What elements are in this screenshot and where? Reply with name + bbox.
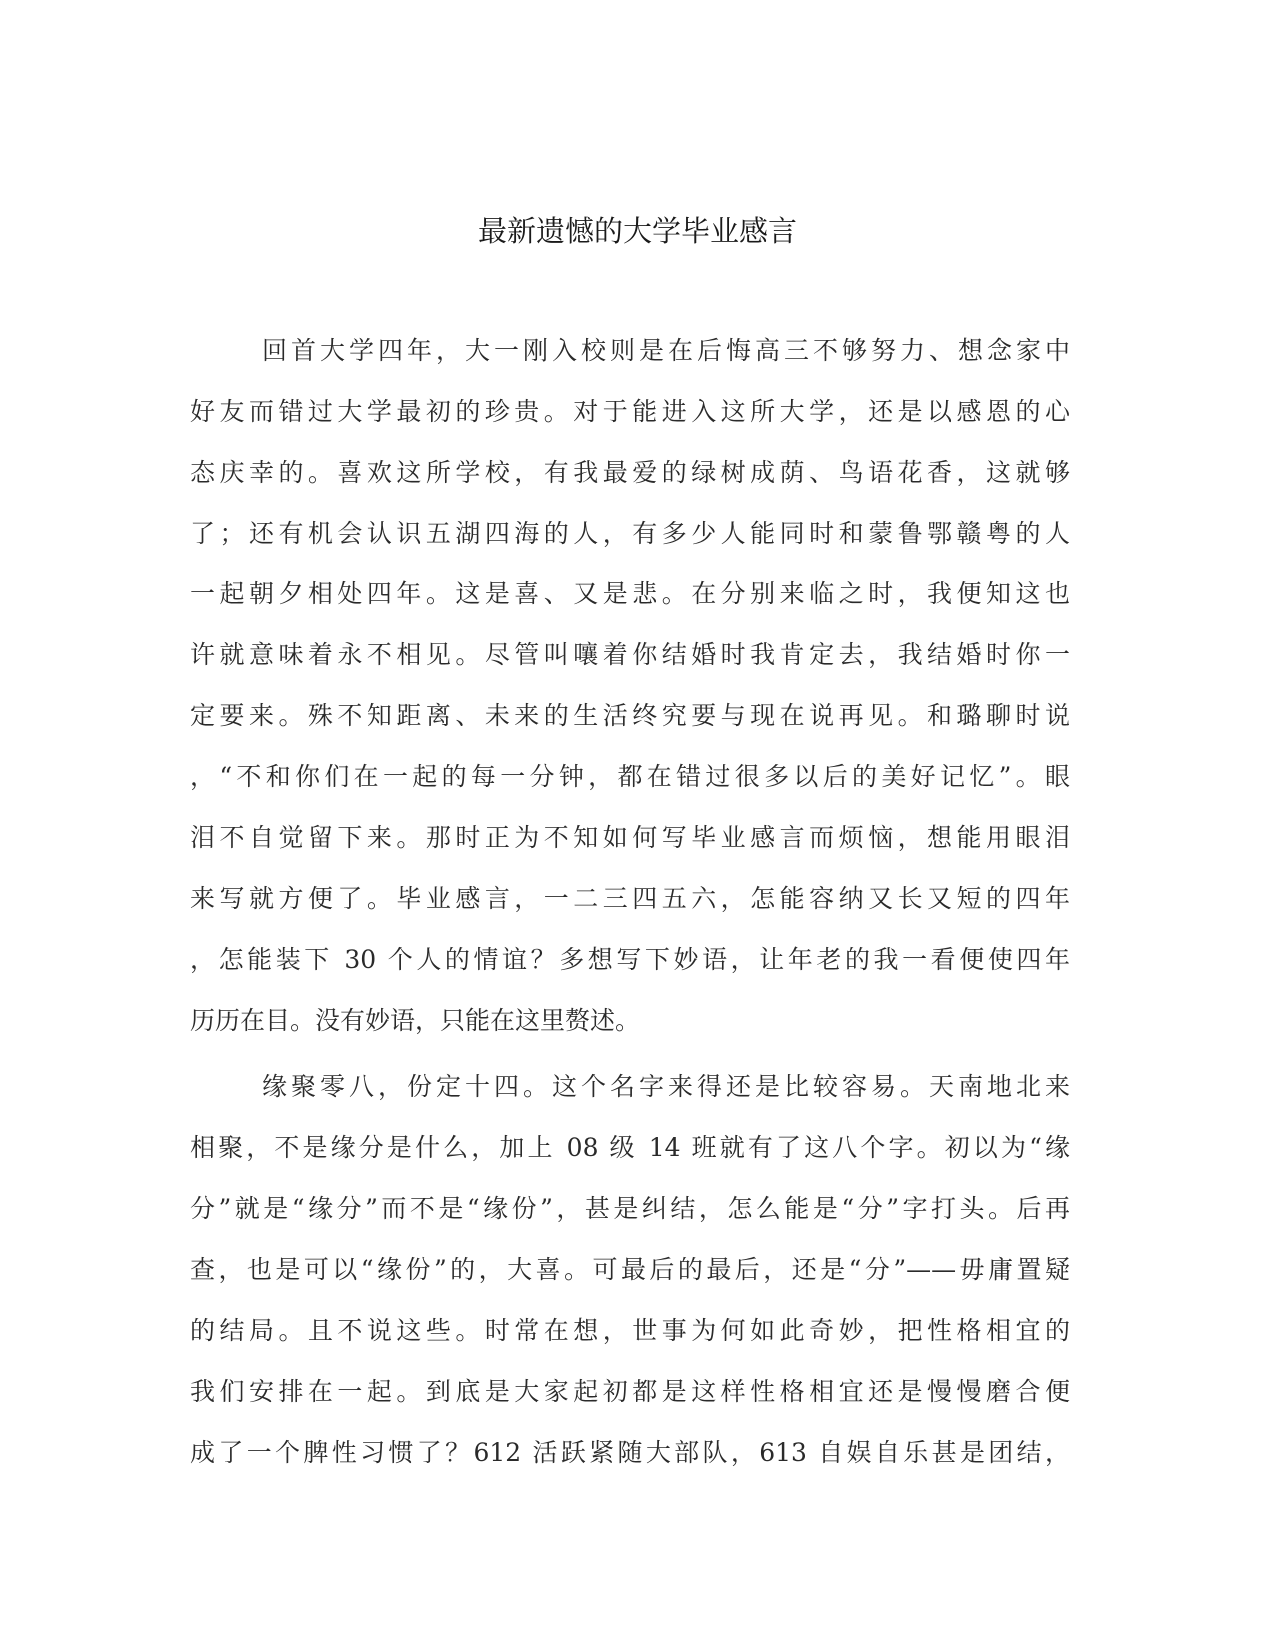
paragraph-line: 缘聚零八，份定十四。这个名字来得还是比较容易。天南地北来: [262, 1072, 1070, 1101]
paragraph-line: 定要来。殊不知距离、未来的生活终究要与现在说再见。和璐聊时说: [190, 701, 1070, 730]
paragraph-line: 来写就方便了。毕业感言，一二三四五六，怎能容纳又长又短的四年: [190, 884, 1070, 913]
paragraph-line: 了；还有机会认识五湖四海的人，有多少人能同时和蒙鲁鄂赣粤的人: [190, 519, 1070, 548]
paragraph-line: 一起朝夕相处四年。这是喜、又是悲。在分别来临之时，我便知这也: [190, 579, 1070, 608]
paragraph-line: 态庆幸的。喜欢这所学校，有我最爱的绿树成荫、鸟语花香，这就够: [190, 458, 1070, 487]
paragraph-line: 许就意味着永不相见。尽管叫嚷着你结婚时我肯定去，我结婚时你一: [190, 640, 1070, 669]
paragraph-line: 相聚，不是缘分是什么，加上 08 级 14 班就有了这八个字。初以为“缘: [190, 1133, 1070, 1162]
paragraph-line: 泪不自觉留下来。那时正为不知如何写毕业感言而烦恼，想能用眼泪: [190, 823, 1070, 852]
paragraph-line: 查，也是可以“缘份”的，大喜。可最后的最后，还是“分”——毋庸置疑: [190, 1255, 1070, 1284]
paragraph-line: 历历在目。没有妙语，只能在这里赘述。: [190, 1006, 641, 1035]
paragraph-line: 分”就是“缘分”而不是“缘份”，甚是纠结，怎么能是“分”字打头。后再: [190, 1194, 1070, 1223]
paragraph-line: 的结局。且不说这些。时常在想，世事为何如此奇妙，把性格相宜的: [190, 1316, 1070, 1345]
paragraph-line: ，“不和你们在一起的每一分钟，都在错过很多以后的美好记忆”。眼: [190, 762, 1070, 791]
paragraph-line: 好友而错过大学最初的珍贵。对于能进入这所大学，还是以感恩的心: [190, 397, 1070, 426]
document-title: 最新遗憾的大学毕业感言: [477, 214, 797, 248]
paragraph-line: ，怎能装下 30 个人的情谊？多想写下妙语，让年老的我一看便使四年: [190, 945, 1070, 974]
paragraph-line: 回首大学四年，大一刚入校则是在后悔高三不够努力、想念家中: [262, 336, 1070, 365]
paragraph-line: 我们安排在一起。到底是大家起初都是这样性格相宜还是慢慢磨合便: [190, 1377, 1070, 1406]
paragraph-line: 成了一个脾性习惯了？612 活跃紧随大部队，613 自娱自乐甚是团结，: [190, 1438, 1070, 1467]
